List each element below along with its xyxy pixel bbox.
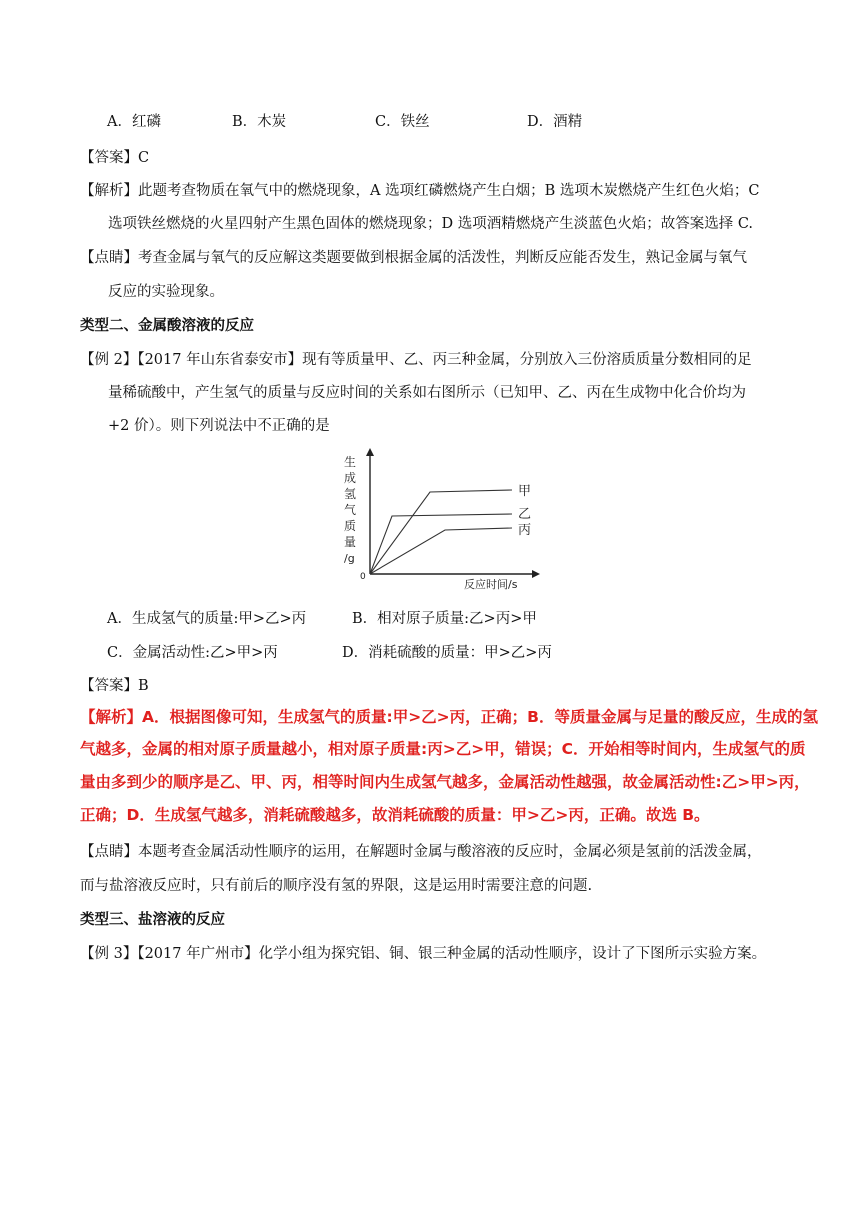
x-axis-arrow: [532, 570, 540, 578]
q2-analysis-line-4: 正确；D．生成氢气越多，消耗硫酸越多，故消耗硫酸的质量：甲>乙>丙，正确。故选 B。: [80, 806, 710, 824]
q1-analysis-line-1: 【解析】此题考查物质在氧气中的燃烧现象，A 选项红磷燃烧产生白烟；B 选项木炭燃烧产生红色火焰；C: [80, 183, 760, 199]
q2-option-a: A．生成氢气的质量:甲>乙>丙: [107, 611, 307, 627]
q1-option-d: D．酒精: [527, 114, 583, 130]
series-label-jia: 甲: [518, 484, 532, 499]
y-label-char-1: 生: [344, 455, 357, 469]
q1-comment-line-1: 【点睛】考查金属与氧气的反应解这类题要做到根据金属的活泼性，判断反应能否发生，熟记金属与氧气: [80, 250, 747, 266]
series-line-bing: [370, 528, 512, 574]
y-label-char-5: 质: [344, 519, 357, 533]
q2-comment-line-1: 【点睛】本题考查金属活动性顺序的运用，在解题时金属与酸溶液的反应时，金属必须是氢前的活泼金属，: [80, 844, 762, 860]
y-label-unit: /g: [344, 552, 355, 565]
series-label-yi: 乙: [518, 507, 532, 522]
y-label-char-6: 量: [344, 535, 357, 549]
q2-analysis-line-1: 【解析】A．根据图像可知，生成氢气的质量:甲>乙>丙，正确；B．等质量金属与足量的酸反应，生成的氢: [80, 708, 818, 726]
q2-comment-line-2: 而与盐溶液反应时，只有前后的顺序没有氢的界限，这是运用时需要注意的问题.: [80, 878, 593, 894]
q2-answer: 【答案】B: [80, 678, 149, 694]
q1-comment-line-2: 反应的实验现象。: [108, 284, 224, 300]
origin-label: 0: [360, 572, 366, 582]
type3-heading: 类型三、盐溶液的反应: [80, 912, 225, 928]
q2-stem-line-2: 量稀硫酸中，产生氢气的质量与反应时间的关系如右图所示（已知甲、乙、丙在生成物中化合价均为: [108, 385, 746, 401]
y-label-char-4: 气: [344, 503, 357, 517]
y-label-char-2: 成: [344, 471, 357, 485]
q1-option-c: C．铁丝: [375, 114, 430, 130]
q2-analysis-line-3: 量由多到少的顺序是乙、甲、丙，相等时间内生成氢气越多，金属活动性越强，故金属活动性:乙>甲>丙，: [80, 773, 810, 791]
q2-option-c: C．金属活动性:乙>甲>丙: [107, 645, 278, 661]
q2-option-b: B．相对原子质量:乙>丙>甲: [352, 611, 537, 627]
q2-stem-line-3: +2 价）。则下列说法中不正确的是: [108, 418, 330, 434]
q2-analysis-line-2: 气越多，金属的相对原子质量越小，相对原子质量:丙>乙>甲，错误；C．开始相等时间内，生成氢气的质: [80, 740, 806, 758]
q3-stem: 【例 3】【2017 年广州市】化学小组为探究铝、铜、银三种金属的活动性顺序，设计了下图所示实验方案。: [80, 946, 767, 962]
q2-option-d: D．消耗硫酸的质量：甲>乙>丙: [342, 645, 552, 661]
type2-heading: 类型二、金属酸溶液的反应: [80, 318, 254, 334]
q1-option-b: B．木炭: [232, 114, 287, 130]
y-label-char-3: 氢: [344, 487, 357, 501]
q1-answer: 【答案】C: [80, 150, 150, 166]
y-axis-arrow: [366, 448, 374, 456]
q2-stem-line-1: 【例 2】【2017 年山东省泰安市】现有等质量甲、乙、丙三种金属，分别放入三份溶质质量分数相同的足: [80, 352, 752, 368]
hydrogen-mass-graph: [340, 446, 550, 592]
q1-analysis-line-2: 选项铁丝燃烧的火星四射产生黑色固体的燃烧现象；D 选项酒精燃烧产生淡蓝色火焰；故答案选择 C.: [108, 216, 754, 232]
q1-option-a: A．红磷: [107, 114, 161, 130]
x-axis-label: 反应时间/s: [464, 578, 518, 591]
series-label-bing: 丙: [518, 523, 532, 538]
